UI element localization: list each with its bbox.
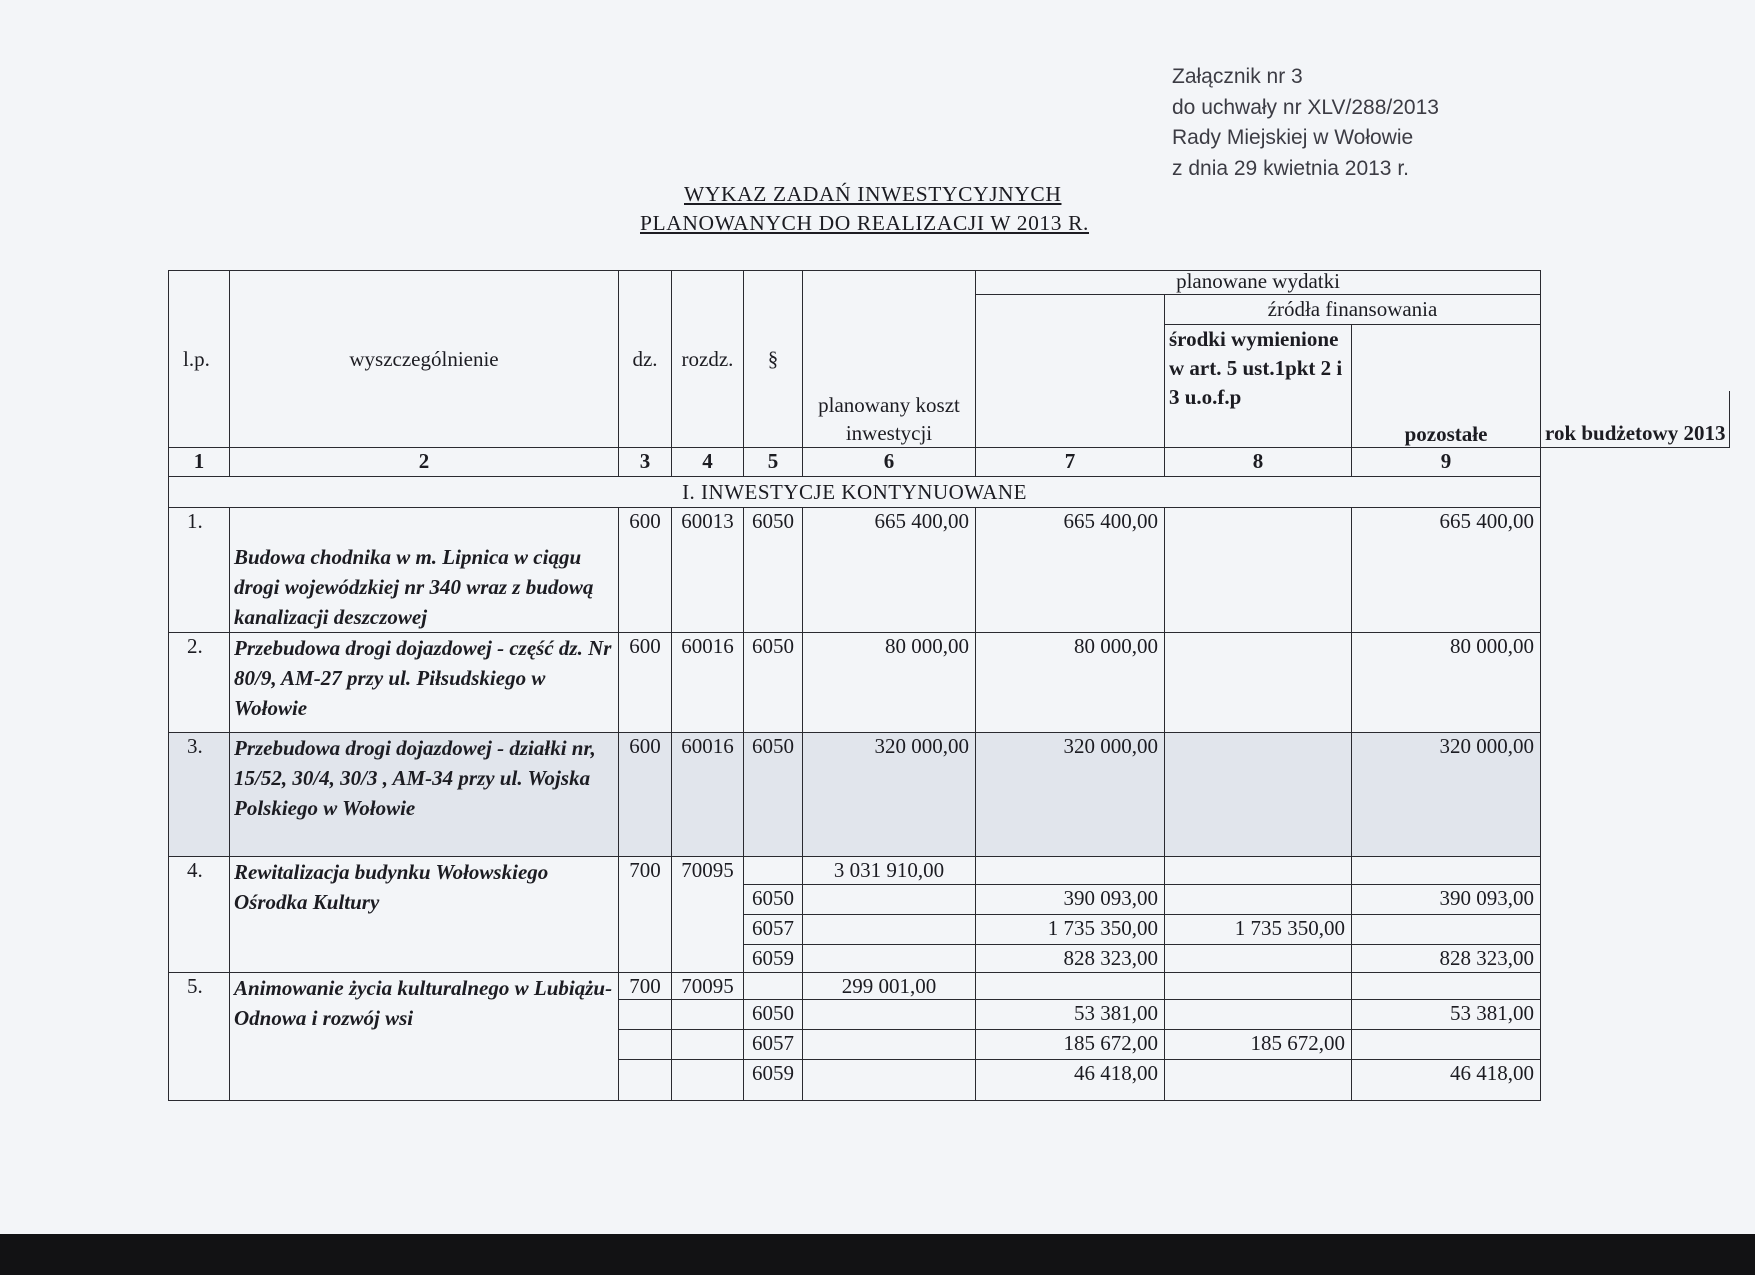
title-line: PLANOWANYCH DO REALIZACJI W 2013 R. (640, 211, 1090, 235)
row-budget: 665 400,00 (976, 507, 1165, 632)
table-row (169, 632, 1730, 732)
sub-funds (1165, 1059, 1352, 1100)
row-paragraph: 6050 (744, 732, 803, 856)
row-lp: 3. (169, 732, 230, 856)
row-paragraph (744, 972, 803, 999)
row-lp: 4. (169, 856, 230, 972)
row-other: 320 000,00 (1352, 732, 1541, 856)
row-budget: 80 000,00 (976, 632, 1165, 732)
col-number: 2 (230, 447, 619, 476)
sub-funds (1165, 884, 1352, 914)
sub-dz (619, 1029, 672, 1059)
table-row (169, 732, 1730, 856)
sub-other (1352, 914, 1541, 944)
sub-funds (1165, 999, 1352, 1029)
row-dz: 700 (619, 972, 672, 999)
row-dz: 600 (619, 632, 672, 732)
sub-paragraph: 6057 (744, 1029, 803, 1059)
col-number: 3 (619, 447, 672, 476)
col-number: 1 (169, 447, 230, 476)
row-cost: 299 001,00 (803, 972, 976, 999)
header-item: wyszczególnienie (230, 271, 619, 448)
row-other (1352, 856, 1541, 884)
header-paragraph: § (744, 271, 803, 448)
row-paragraph: 6050 (744, 507, 803, 632)
sub-cost (803, 1059, 976, 1100)
col-number: 7 (976, 447, 1165, 476)
row-other (1352, 972, 1541, 999)
col-number: 5 (744, 447, 803, 476)
row-cost: 3 031 910,00 (803, 856, 976, 884)
row-description: Przebudowa drogi dojazdowej - działki nr, 15/52, 30/4, 30/3 , AM-34 przy ul. Wojska Polskiego w Wołowie (230, 732, 619, 856)
sub-budget: 53 381,00 (976, 999, 1165, 1029)
sub-rozdz (672, 1059, 744, 1100)
sub-cost (803, 999, 976, 1029)
sub-paragraph: 6050 (744, 999, 803, 1029)
row-dz: 600 (619, 732, 672, 856)
row-description: Animowanie życia kulturalnego w Lubiążu- Odnowa i rozwój wsi (230, 972, 619, 1100)
row-cost: 80 000,00 (803, 632, 976, 732)
sub-funds (1165, 944, 1352, 972)
header-other: pozostałe (1352, 325, 1541, 448)
header-dz: dz. (619, 271, 672, 448)
row-dz: 700 (619, 856, 672, 972)
row-budget (976, 856, 1165, 884)
sub-budget: 1 735 350,00 (976, 914, 1165, 944)
sub-other: 390 093,00 (1352, 884, 1541, 914)
scanner-edge (0, 1234, 1755, 1275)
row-funds (1165, 507, 1352, 632)
sub-rozdz (672, 1029, 744, 1059)
header-rozdz: rozdz. (672, 271, 744, 448)
investment-table (168, 270, 1730, 1101)
sub-cost (803, 884, 976, 914)
header-funds: środki wymienione w art. 5 ust.1pkt 2 i 3 u.o.f.p (1165, 325, 1352, 448)
sub-budget: 46 418,00 (976, 1059, 1165, 1100)
header-budget-top (976, 295, 1165, 448)
row-description: Rewitalizacja budynku Wołowskiego Ośrodka Kultury (230, 856, 619, 972)
sub-cost (803, 1029, 976, 1059)
sub-other (1352, 1029, 1541, 1059)
sub-dz (619, 1059, 672, 1100)
col-number: 4 (672, 447, 744, 476)
header-lp: l.p. (169, 271, 230, 448)
table-row (169, 972, 1730, 999)
sub-other: 46 418,00 (1352, 1059, 1541, 1100)
document-title (640, 180, 1089, 238)
col-number: 9 (1352, 447, 1541, 476)
row-budget (976, 972, 1165, 999)
table-row (169, 856, 1730, 884)
row-rozdz: 60016 (672, 732, 744, 856)
sub-paragraph: 6050 (744, 884, 803, 914)
row-rozdz: 60013 (672, 507, 744, 632)
row-dz: 600 (619, 507, 672, 632)
sub-budget: 828 323,00 (976, 944, 1165, 972)
row-description: Budowa chodnika w m. Lipnica w ciągu drogi wojewódzkiej nr 340 wraz z budową kanalizacji deszczowej (230, 507, 619, 632)
annex-line: Załącznik nr 3 (1172, 65, 1303, 88)
row-lp: 1. (169, 507, 230, 632)
table-row (169, 507, 1730, 632)
row-funds (1165, 972, 1352, 999)
header-cost: planowany koszt inwestycji (803, 391, 976, 448)
row-lp: 2. (169, 632, 230, 732)
header-planned-expenses: planowane wydatki (976, 271, 1541, 295)
annex-line: Rady Miejskiej w Wołowie (1172, 126, 1414, 149)
row-description: Przebudowa drogi dojazdowej - część dz. Nr 80/9, AM-27 przy ul. Piłsudskiego w Wołowie (230, 632, 619, 732)
row-rozdz: 70095 (672, 972, 744, 999)
sub-cost (803, 944, 976, 972)
annex-line: z dnia 29 kwietnia 2013 r. (1172, 156, 1409, 180)
sub-other: 53 381,00 (1352, 999, 1541, 1029)
row-funds (1165, 632, 1352, 732)
sub-paragraph: 6057 (744, 914, 803, 944)
sub-budget: 390 093,00 (976, 884, 1165, 914)
section-title: I. INWESTYCJE KONTYNUOWANE (169, 476, 1541, 507)
sub-dz (619, 999, 672, 1029)
sub-budget: 185 672,00 (976, 1029, 1165, 1059)
annex-line: do uchwały nr XLV/288/2013 (1172, 95, 1439, 119)
row-other: 80 000,00 (1352, 632, 1541, 732)
col-number: 8 (1165, 447, 1352, 476)
col-number: 6 (803, 447, 976, 476)
sub-other: 828 323,00 (1352, 944, 1541, 972)
sub-funds: 1 735 350,00 (1165, 914, 1352, 944)
row-paragraph (744, 856, 803, 884)
sub-cost (803, 914, 976, 944)
header-budget-year: rok budżetowy 2013 (1541, 391, 1730, 448)
row-rozdz: 60016 (672, 632, 744, 732)
sub-rozdz (672, 999, 744, 1029)
header-cost-top (803, 271, 976, 391)
row-rozdz: 70095 (672, 856, 744, 972)
row-paragraph: 6050 (744, 632, 803, 732)
sub-funds: 185 672,00 (1165, 1029, 1352, 1059)
row-funds (1165, 856, 1352, 884)
row-funds (1165, 732, 1352, 856)
header-funding-sources: źródła finansowania (1165, 295, 1541, 325)
sub-paragraph: 6059 (744, 944, 803, 972)
title-line: WYKAZ ZADAŃ INWESTYCYJNYCH (684, 182, 1062, 206)
row-budget: 320 000,00 (976, 732, 1165, 856)
row-cost: 320 000,00 (803, 732, 976, 856)
sub-paragraph: 6059 (744, 1059, 803, 1100)
annex-reference (1172, 62, 1439, 184)
row-other: 665 400,00 (1352, 507, 1541, 632)
row-cost: 665 400,00 (803, 507, 976, 632)
row-lp: 5. (169, 972, 230, 1100)
